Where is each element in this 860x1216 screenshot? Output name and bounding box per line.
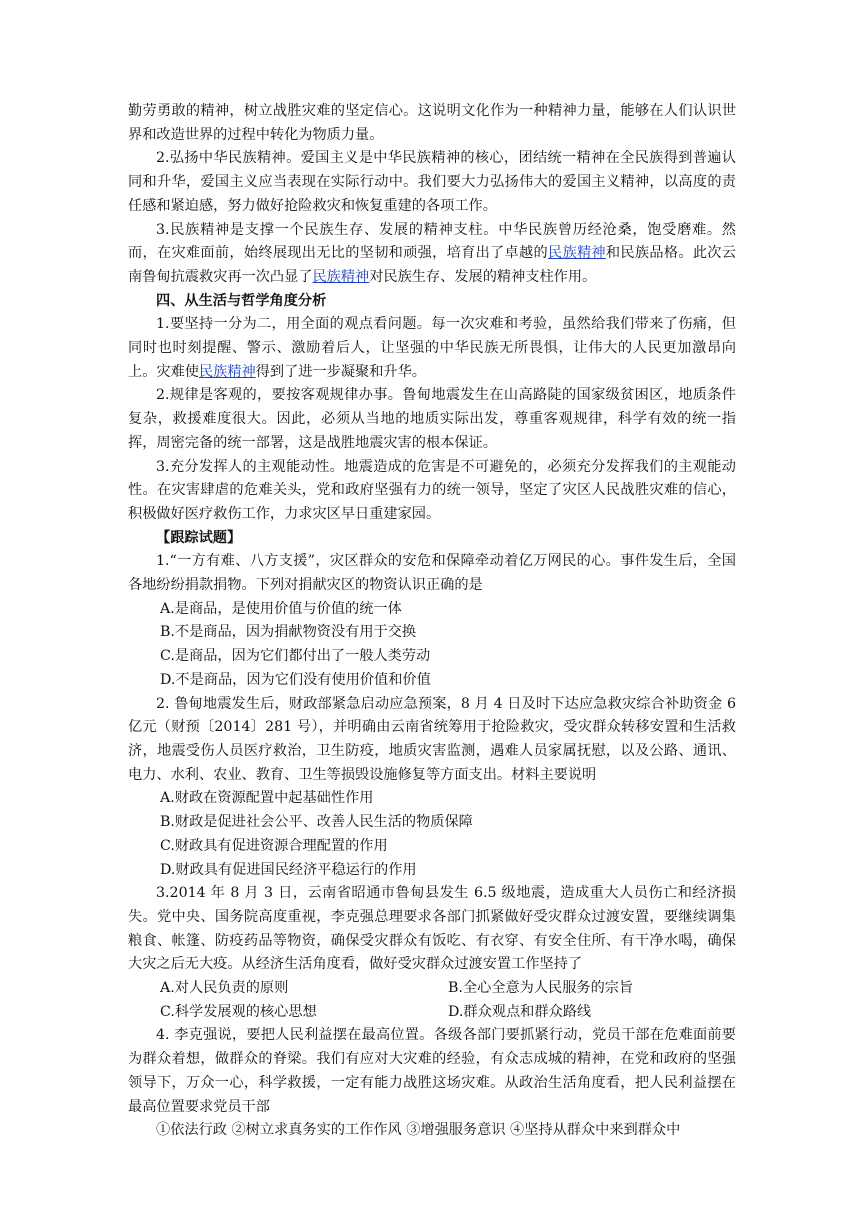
question-stem: 1.“一方有难、八方支援”，灾区群众的安危和保障牵动着亿万网民的心。事件发生后，全国各地纷纷捐款捐物。下列对捐献灾区的物资认识正确的是 <box>128 553 736 594</box>
answer-option: D.财政具有促进国民经济平稳运行的作用 <box>160 861 417 878</box>
answer-choices-line: ①依法行政 ②树立求真务实的工作作风 ③增强服务意识 ④坚持从群众中来到群众中 <box>156 1122 681 1139</box>
paragraph-objective-law: 2.规律是客观的，要按客观规律办事。鲁甸地震发生在山高路陡的国家级贫困区，地质条件复杂，救援难度很大。因此，必须从当地的地质实际出发，尊重客观规律，科学有效的统一指挥，周密完备的统一部署，这是战胜地震灾害的根本保证。 <box>128 387 736 451</box>
answer-option: A.财政在资源配置中起基础性作用 <box>160 790 374 807</box>
paragraph-national-spirit <box>128 219 736 290</box>
document-body <box>128 100 736 1143</box>
paragraph-text: 3.民族精神是支撑一个民族生存、发展的精神支柱。中华民族曾历经沧桑，饱受磨难。然而，在灾难面前，始终展现出无比的坚韧和顽强，培育出了卓越的 <box>128 221 736 262</box>
answer-option: A.是商品，是使用价值与价值的统一体 <box>160 600 402 617</box>
paragraph-text: 和民族品格。此次云南鲁甸抗震救灾再一次凸显了 <box>128 245 736 285</box>
paragraph-text: 得到了进一步凝聚和升华。 <box>255 363 426 380</box>
question-stem: 2. 鲁甸地震发生后，财政部紧急启动应急预案，8 月 4 日及时下达应急救灾综合补助资金 6 亿元（财预〔2014〕281 号），并明确由云南省统筹用于抢险救灾，受灾群众转移安置和生活救济，地震受伤人员医疗救治，卫生防疫，地质灾害监测，遇难人员家属抚慰，以及公路、通讯、电力、水利、农业、教育、卫生等损毁设施修复等方面支出。材料主要说明 <box>128 695 736 783</box>
paragraph-continuation: 勤劳勇敢的精神，树立战胜灾难的坚定信心。这说明文化作为一种精神力量，能够在人们认识世界和改造世界的过程中转化为物质力量。 <box>128 103 736 143</box>
national-spirit-link[interactable]: 民族精神 <box>312 268 370 285</box>
answer-option: B.财政是促进社会公平、改善人民生活的物质保障 <box>160 814 473 831</box>
paragraph-text: 对民族生存、发展的精神支柱作用。 <box>369 268 597 285</box>
paragraph-patriotism: 2.弘扬中华民族精神。爱国主义是中华民族精神的核心，团结统一精神在全民族得到普遍认同和升华，爱国主义应当表现在实际行动中。我们要大力弘扬伟大的爱国主义精神，以高度的责任感和紧迫感，努力做好抢险救灾和恢复重建的各项工作。 <box>128 150 736 214</box>
national-spirit-link[interactable]: 民族精神 <box>547 245 606 262</box>
answer-option: C.是商品，因为它们都付出了一般人类劳动 <box>160 648 431 665</box>
answer-option: A.对人民负责的原则 <box>160 980 289 997</box>
tracking-questions-heading: 【跟踪试题】 <box>156 529 242 546</box>
paragraph-text: 1.要坚持一分为二，用全面的观点看问题。每一次灾难和考验，虽然给我们带来了伤痛，但同时也时刻提醒、警示、激励着后人，让坚强的中华民族无所畏惧，让伟大的人民更加激昂向上。灾难使 <box>128 316 736 380</box>
section-heading-philosophy: 四、从生活与哲学角度分析 <box>156 292 327 309</box>
national-spirit-link[interactable]: 民族精神 <box>198 363 256 380</box>
answer-option: B.不是商品，因为捐献物资没有用于交换 <box>160 624 417 641</box>
paragraph-dialectics <box>128 313 736 384</box>
answer-option: D.群众观点和群众路线 <box>448 1003 592 1020</box>
question-stem: 3.2014 年 8 月 3 日，云南省昭通市鲁甸县发生 6.5 级地震，造成重大人员伤亡和经济损失。党中央、国务院高度重视，李克强总理要求各部门抓紧做好受灾群众过渡安置，要继续调集粮食、帐篷、防疫药品等物资，确保受灾群众有饭吃、有衣穿、有安全住所、有干净水喝，确保大灾之后无大疫。从经济生活角度看，做好受灾群众过渡安置工作坚持了 <box>128 885 736 973</box>
answer-option-row <box>128 977 736 1001</box>
paragraph-initiative: 3.充分发挥人的主观能动性。地震造成的危害是不可避免的，必须充分发挥我们的主观能动性。在灾害肆虐的危难关头，党和政府坚强有力的统一领导，坚定了灾区人民战胜灾难的信心，积极做好医疗救伤工作，力求灾区早日重建家园。 <box>128 458 736 522</box>
question-stem: 4. 李克强说，要把人民利益摆在最高位置。各级各部门要抓紧行动，党员干部在危难面前要为群众着想，做群众的脊梁。我们有应对大灾难的经验，有众志成城的精神，在党和政府的坚强领导下，万众一心，科学救援，一定有能力战胜这场灾难。从政治生活角度看，把人民利益摆在最高位置要求党员干部 <box>128 1027 736 1115</box>
answer-option-row <box>128 1001 736 1025</box>
answer-option: B.全心全意为人民服务的宗旨 <box>448 980 634 997</box>
answer-option: C.财政具有促进资源合理配置的作用 <box>160 837 388 854</box>
answer-option: C.科学发展观的核心思想 <box>160 1003 317 1020</box>
answer-option: D.不是商品，因为它们没有使用价值和价值 <box>160 671 431 688</box>
